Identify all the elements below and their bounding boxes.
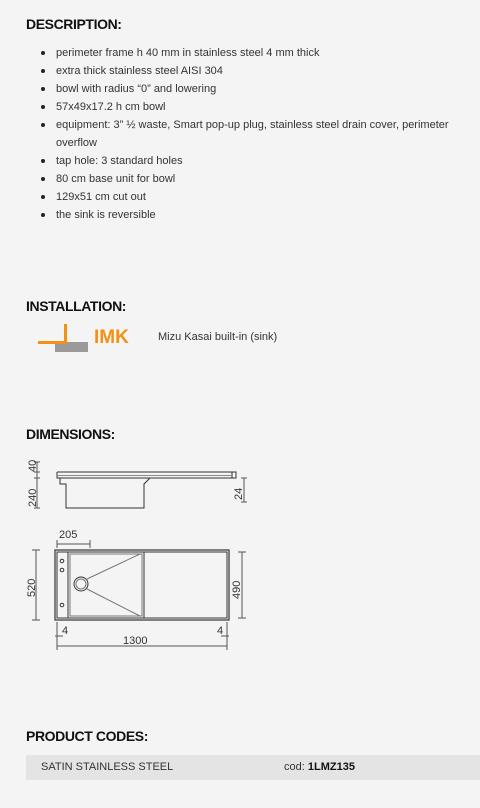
description-item: tap hole: 3 standard holes <box>40 152 480 170</box>
product-code-value: 1LMZ135 <box>307 761 355 773</box>
dim-width-left: 520 <box>26 578 38 597</box>
description-item: 129x51 cm cut out <box>40 188 480 206</box>
description-item: perimeter frame h 40 mm in stainless steel 4 mm thick <box>40 44 480 62</box>
description-heading: DESCRIPTION: <box>26 16 122 32</box>
section-view-drawing <box>20 450 280 510</box>
installation-label: Mizu Kasai built-in (sink) <box>158 331 278 343</box>
description-item: extra thick stainless steel AISI 304 <box>40 62 480 80</box>
product-code-label: cod: <box>284 761 305 773</box>
dim-side-h: 24 <box>233 487 245 500</box>
dimensions-heading: DIMENSIONS: <box>26 426 115 442</box>
dim-frame-h: 40 <box>27 459 39 472</box>
description-item: the sink is reversible <box>40 206 480 224</box>
dim-bowl-offset: 205 <box>59 529 78 541</box>
dim-length: 1300 <box>123 635 148 647</box>
description-item: bowl with radius “0” and lowering <box>40 80 480 98</box>
description-item: 80 cm base unit for bowl <box>40 170 480 188</box>
description-item: equipment: 3” ½ waste, Smart pop-up plug, stainless steel drain cover, perimeter overflow <box>40 116 480 152</box>
dim-width-right: 490 <box>231 580 243 599</box>
dim-edge-right: 4 <box>217 625 224 637</box>
installation-code: IMK <box>94 327 129 348</box>
installation-heading: INSTALLATION: <box>26 298 127 314</box>
product-code-row <box>26 755 480 780</box>
description-list <box>40 44 480 224</box>
built-in-sink-icon <box>38 322 90 354</box>
product-code <box>284 761 355 773</box>
plan-view-drawing <box>20 522 280 652</box>
dim-depth: 240 <box>27 488 39 507</box>
product-finish: SATIN STAINLESS STEEL <box>41 761 174 773</box>
dim-edge-left: 4 <box>62 625 69 637</box>
description-item: 57x49x17.2 h cm bowl <box>40 98 480 116</box>
product-codes-heading: PRODUCT CODES: <box>26 728 148 744</box>
installation-row <box>38 322 338 354</box>
